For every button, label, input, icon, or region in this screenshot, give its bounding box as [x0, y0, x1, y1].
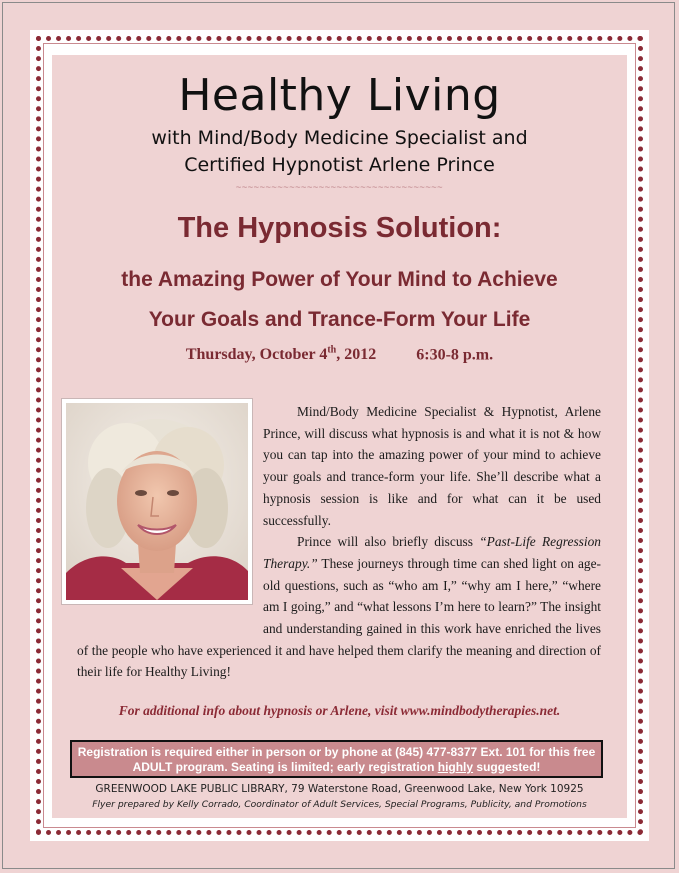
- event-date: Thursday, October 4th, 2012: [185, 345, 377, 364]
- event-subtitle-line2: Your Goals and Trance-Form Your Life: [148, 308, 531, 331]
- event-title: The Hypnosis Solution:: [177, 212, 502, 244]
- flyer-subtitle-line2: Certified Hypnotist Arlene Prince: [184, 154, 495, 176]
- additional-info-line: For additional info about hypnosis or Arlene, visit www.mindbodytherapies.net.: [118, 703, 561, 718]
- library-address: GREENWOOD LAKE PUBLIC LIBRARY, 79 Waterstone Road, Greenwood Lake, New York 10925: [95, 783, 584, 795]
- tilde-divider: ~~~~~~~~~~~~~~~~~~~~~~~~~~~~~~~~~~~: [235, 183, 444, 193]
- description-paragraph-1: Mind/Body Medicine Specialist & Hypnotist, Arlene Prince, will discuss what hypnosis is and what it is not & how you can tap into the amazing power of your mind to achieve your goals and trance-form your life. She’ll describe what a hypnosis session is like and for what can it be used successfully.: [263, 404, 601, 528]
- past-life-regression-term: “Past-Life Regression Therapy.”: [263, 534, 601, 571]
- event-date-time: [0, 345, 679, 364]
- registration-line1: Registration is required either in person or by phone at (845) 477-8377 Ext. 101 for this free: [77, 745, 596, 759]
- prepared-by-credit: Flyer prepared by Kelly Corrado, Coordinator of Adult Services, Special Programs, Publicity, and Promotions: [92, 799, 587, 810]
- registration-line2: ADULT program. Seating is limited; early registration highly suggested!: [132, 760, 541, 774]
- description-paragraph-2: Prince will also briefly discuss “Past-Life Regression Therapy.” These journeys through time can shed light on age-old questions, such as “who am I,” “why am I here,” “where am I going,” and “what lessons I’m here to learn?” The insight and understanding gained in this work have enriched the lives of the people who have experienced it and have helped them clarify the meaning and direction of their life for Healthy Living!: [77, 534, 601, 680]
- flyer-subtitle-line1: with Mind/Body Medicine Specialist and: [151, 127, 528, 149]
- registration-box: [70, 740, 603, 778]
- flyer-title: Healthy Living: [178, 70, 501, 121]
- event-description: [77, 401, 601, 683]
- event-subtitle-line1: the Amazing Power of Your Mind to Achieve: [121, 268, 558, 291]
- event-time: 6:30-8 p.m.: [416, 346, 494, 364]
